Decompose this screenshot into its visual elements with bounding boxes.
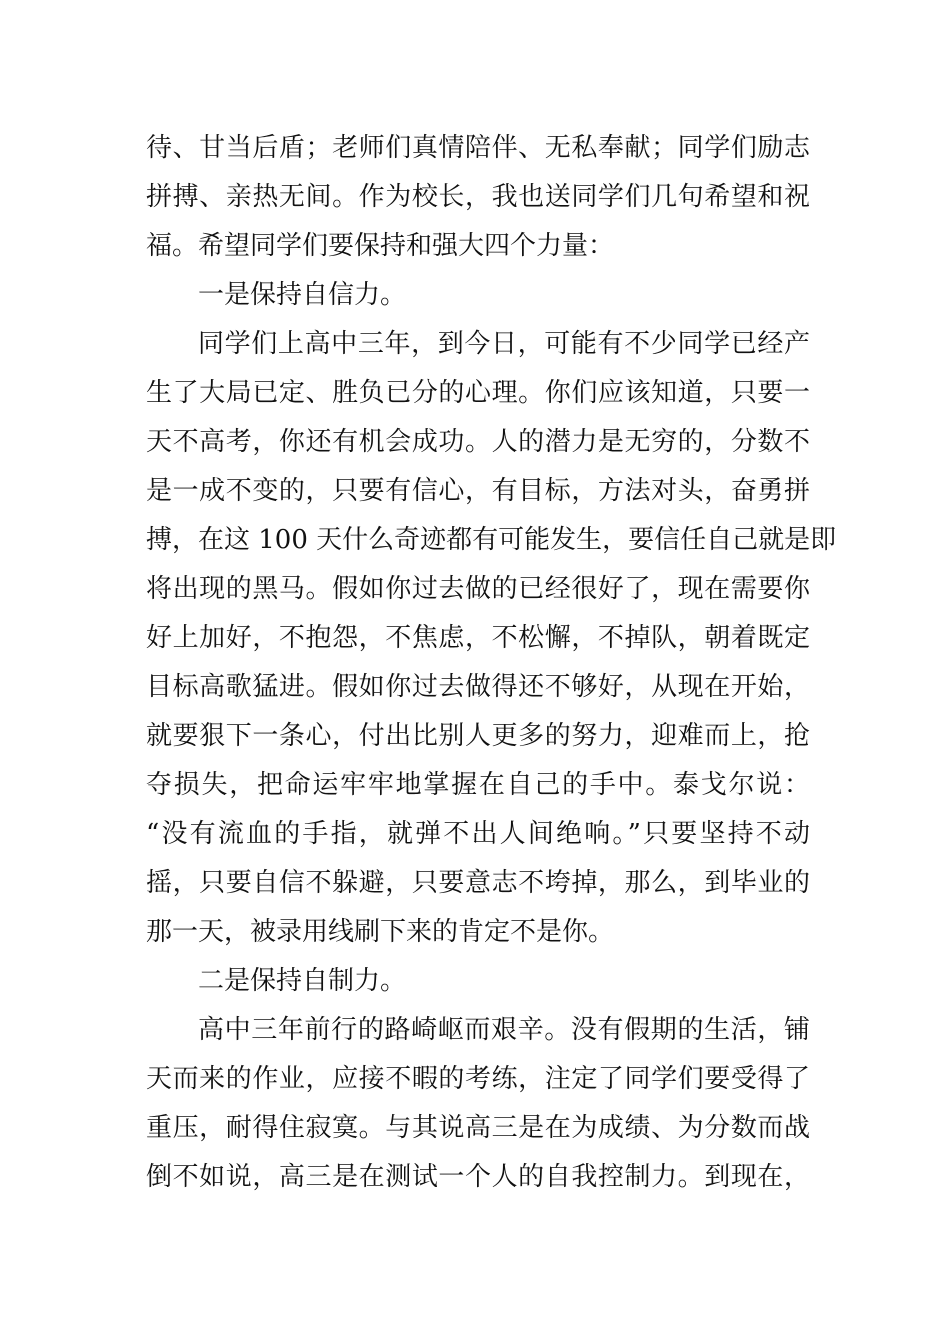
text-line: 拼搏、亲热无间。作为校长，我也送同学们几句希望和祝	[146, 182, 810, 212]
section-heading: 一是保持自信力。	[198, 280, 407, 310]
text-line: 福。希望同学们要保持和强大四个力量：	[146, 231, 615, 261]
body-text	[146, 124, 837, 1202]
text-line: 摇，只要自信不躲避，只要意志不垮掉，那么，到毕业的	[146, 868, 810, 898]
text-line: 天而来的作业，应接不暇的考练，注定了同学们要受得了	[146, 1064, 810, 1094]
text-line: 那一天，被录用线刷下来的肯定不是你。	[146, 917, 615, 947]
text-line: 夺损失，把命运牢牢地掌握在自己的手中。泰戈尔说：	[146, 770, 810, 800]
text-line: 目标高歌猛进。假如你过去做得还不够好，从现在开始，	[146, 672, 810, 702]
text-line: 好上加好，不抱怨，不焦虑，不松懈，不掉队，朝着既定	[146, 623, 810, 653]
text-line: 是一成不变的，只要有信心，有目标，方法对头，奋勇拼	[146, 476, 810, 506]
text-line: 高中三年前行的路崎岖而艰辛。没有假期的生活，铺	[198, 1015, 810, 1045]
text-line: 将出现的黑马。假如你过去做的已经很好了，现在需要你	[146, 574, 810, 604]
text-line: 天不高考，你还有机会成功。人的潜力是无穷的，分数不	[146, 427, 810, 457]
text-line: 倒不如说，高三是在测试一个人的自我控制力。到现在，	[146, 1162, 810, 1192]
text-line: 待、甘当后盾；老师们真情陪伴、无私奉献；同学们励志	[146, 133, 810, 163]
text-line: “没有流血的手指，就弹不出人间绝响。”只要坚持不动	[146, 819, 810, 849]
text-line: 同学们上高中三年，到今日，可能有不少同学已经产	[198, 329, 810, 359]
section-heading: 二是保持自制力。	[198, 966, 407, 996]
text-line: 重压，耐得住寂寞。与其说高三是在为成绩、为分数而战	[146, 1113, 810, 1143]
text-line: 搏，在这 100 天什么奇迹都有可能发生，要信任自己就是即	[146, 525, 837, 555]
text-line: 就要狠下一条心，付出比别人更多的努力，迎难而上，抢	[146, 721, 810, 751]
text-line: 生了大局已定、胜负已分的心理。你们应该知道，只要一	[146, 378, 810, 408]
